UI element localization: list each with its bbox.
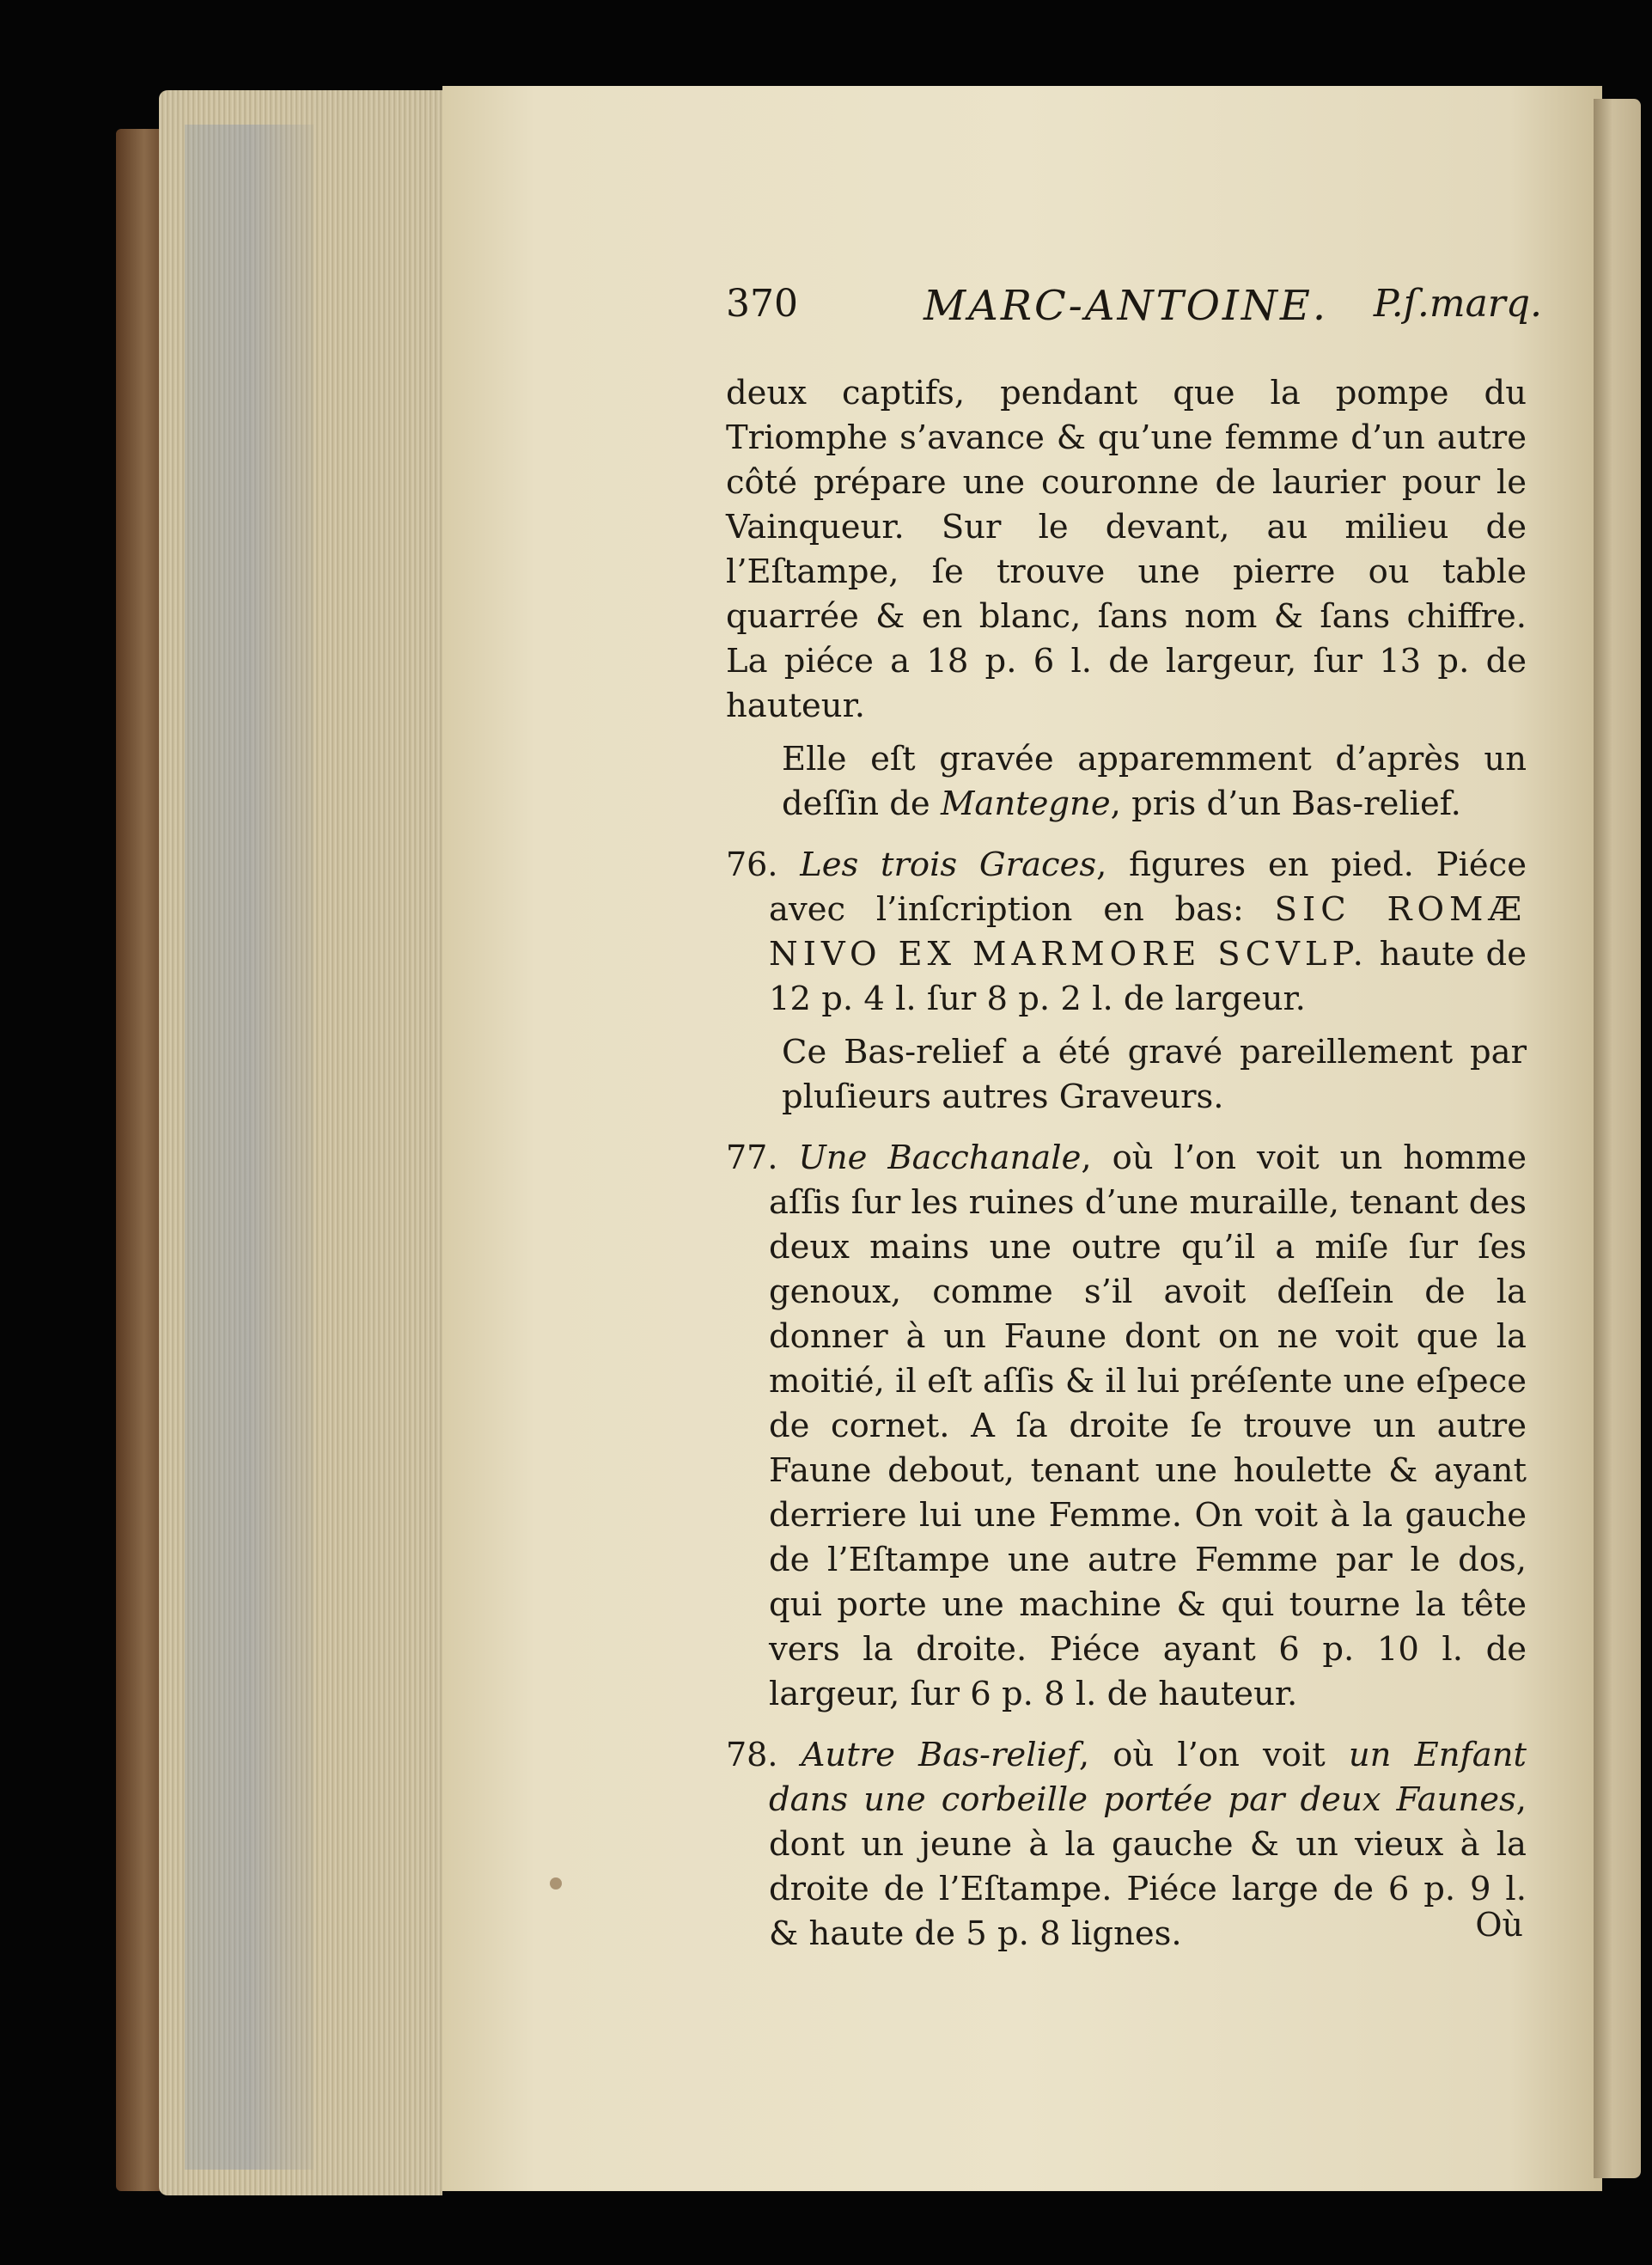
entry-text-end: , dont un jeune à la gauche & un vieux à la droite de l’Eſtampe. Piéce large de 6 p. 9 l. & haute de 5 p. 8 lignes. xyxy=(769,1780,1527,1953)
page-edge-tint xyxy=(185,125,314,2170)
catalog-entry-77 xyxy=(726,1135,1527,1717)
entry-title: Les trois Graces xyxy=(800,846,1097,884)
entry-text: , où l’on voit un homme aſſis ſur les ruines d’une muraille, tenant des deux mains une outre qu’il a miſe ſur ſes genoux, comme s’il avoit deſſein de la donner à un Faune dont on ne voit que la moitié, il eſt aſſis & il lui préſente une eſpece de cornet. A ſa droite ſe trouve un autre Faune debout, tenant une houlette & ayant derriere lui une Femme. On voit à la gauche de l’Eſtampe une autre Femme par le dos, qui porte une machine & qui tourne la tête vers la droite. Piéce ayant 6 p. 10 l. de largeur, ſur 6 p. 8 l. de hauteur. xyxy=(769,1139,1527,1713)
entry-title: Autre Bas-relief xyxy=(801,1736,1079,1774)
entry-inscription: SIC ROMÆ NIVO EX MARMORE SCVLP. xyxy=(769,890,1527,974)
entry-text: , figures en pied. Piéce avec l’inſcription en bas: xyxy=(769,846,1527,929)
entry-subject: un Enfant dans une corbeille portée par deux Faunes xyxy=(769,1736,1527,1819)
entry-number: 78. xyxy=(726,1736,778,1774)
catalog-entry-78 xyxy=(726,1732,1527,1957)
entry-number: 76. xyxy=(726,846,778,883)
entry-title: Une Bacchanale xyxy=(798,1139,1082,1177)
catchword: Où xyxy=(1475,1906,1523,1944)
page-text xyxy=(726,371,1527,1957)
book-spine-edge xyxy=(116,129,163,2191)
entry-text: , où l’on voit xyxy=(1078,1736,1349,1774)
paragraph-note: Ce Bas-relief a été gravé pareillement par pluſieurs autres Graveurs. xyxy=(782,1033,1527,1116)
note-text-end: , pris d’un Bas-relief. xyxy=(1110,785,1461,823)
catalog-entry-76 xyxy=(726,842,1527,1022)
paragraph-note xyxy=(726,737,1527,827)
note-text: Elle eſt gravée apparemment d’après un deſſin de xyxy=(782,740,1527,823)
facing-page-edge xyxy=(1594,99,1641,2178)
running-head xyxy=(726,282,1542,342)
foxing-spot xyxy=(550,1877,562,1890)
entry-text-end: haute de 12 p. 4 l. ſur 8 p. 2 l. de largeur. xyxy=(769,935,1527,1018)
entry-number: 77. xyxy=(726,1139,778,1176)
page-number: 370 xyxy=(726,282,798,326)
running-head-right: P.ſ.marq. xyxy=(1373,282,1542,326)
paragraph-continued: deux captifs, pendant que la pompe du Triomphe s’avance & qu’une femme d’un autre côté prépare une couronne de laurier pour le Vainqueur. Sur le devant, au milieu de l’Eſtampe, ſe trouve une pierre ou table quarrée & en blanc, ſans nom & ſans chiffre. La piéce a 18 p. 6 l. de largeur, ſur 13 p. de hauteur. xyxy=(726,374,1527,725)
note-artist-name: Mantegne xyxy=(940,785,1111,823)
running-title: MARC-ANTOINE. xyxy=(924,282,1329,330)
page-edges xyxy=(159,90,442,2195)
